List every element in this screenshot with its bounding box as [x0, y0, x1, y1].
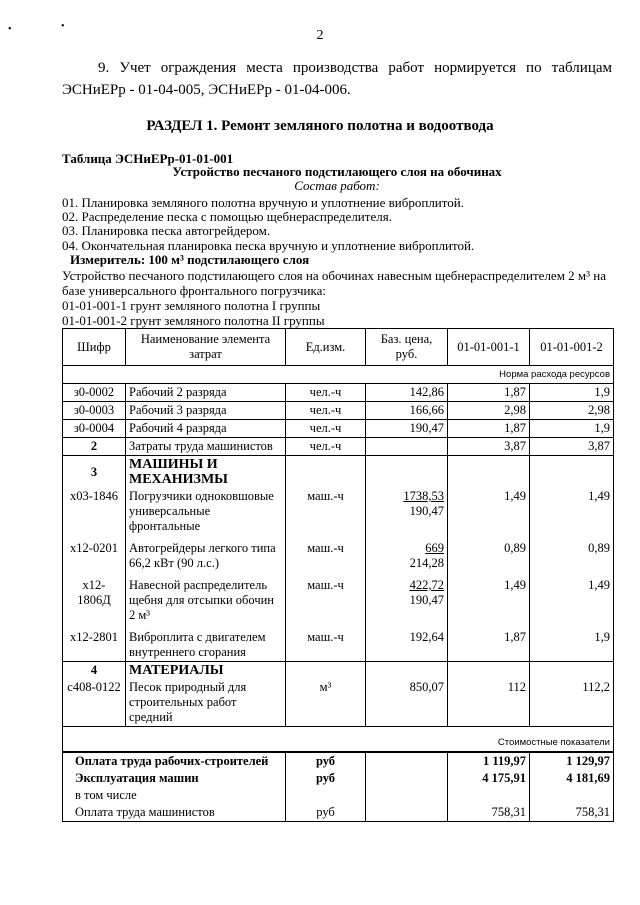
empty-cell: [366, 456, 448, 489]
cell-price: [366, 438, 448, 456]
group-name: МАТЕРИАЛЫ: [126, 662, 286, 680]
cell-code: з0-0002: [63, 384, 126, 402]
cell-v1: 112: [448, 679, 530, 727]
cost-v1: 758,31: [448, 804, 530, 822]
cell-v2: 2,98: [530, 402, 614, 420]
cell-code: х12-1806Д: [63, 572, 126, 624]
cell-unit: м³: [286, 679, 366, 727]
cell-name: Затраты труда машинистов: [126, 438, 286, 456]
table-row: [63, 384, 614, 402]
group-row: [63, 662, 614, 680]
cost-name: Эксплуатация машин: [63, 770, 286, 787]
cell-v1: 0,89: [448, 535, 530, 572]
table-header-row: [63, 329, 614, 366]
cell-name: Автогрейдеры легкого типа 66,2 кВт (90 л.с.): [126, 535, 286, 572]
empty-cell: [530, 662, 614, 680]
cost-v2: 4 181,69: [530, 770, 614, 787]
cell-name: Рабочий 3 разряда: [126, 402, 286, 420]
cell-name: Рабочий 2 разряда: [126, 384, 286, 402]
table-row: [63, 420, 614, 438]
price-operator: 214,28: [409, 556, 444, 570]
empty-cell: [448, 662, 530, 680]
code-line: 01-01-001-2 грунт земляного полотна II группы: [62, 313, 325, 328]
group-name: МАШИНЫ И МЕХАНИЗМЫ: [126, 456, 286, 489]
cell-code: з0-0003: [63, 402, 126, 420]
header-col2: 01-01-001-2: [530, 329, 614, 366]
cost-v1: 4 175,91: [448, 770, 530, 787]
price-operator: 190,47: [409, 504, 444, 518]
cost-row: [63, 787, 614, 804]
empty-cell: [366, 770, 448, 787]
table-row: [63, 624, 614, 662]
table-row: [63, 488, 614, 535]
cost-row: [63, 752, 614, 770]
norm-label-row: [63, 366, 614, 384]
cell-price: [366, 572, 448, 624]
cost-label-row: [63, 727, 614, 753]
cell-code: х12-2801: [63, 624, 126, 662]
cost-unit: [286, 787, 366, 804]
cost-unit: руб: [286, 752, 366, 770]
paragraph-9: 9. Учет ограждения места производства работ нормируется по таблицам ЭСНиЕРр - 01-04-005, ЭСНиЕРр - 01-04-006.: [62, 60, 612, 98]
cell-v2: 0,89: [530, 535, 614, 572]
table-description: Устройство песчаного подстилающего слоя на обочинах навесным щебнераспределителем 2 м³ на базе универсального фронтального погрузчика:: [62, 268, 607, 298]
cell-name: Навесной распределитель щебня для отсыпки обочин 2 м³: [126, 572, 286, 624]
cost-v2: [530, 787, 614, 804]
cell-price: [366, 535, 448, 572]
cell-price: 850,07: [366, 679, 448, 727]
cell-name: Виброплита с двигателем внутреннего сгорания: [126, 624, 286, 662]
cost-v2: 1 129,97: [530, 752, 614, 770]
scan-mark: •: [8, 24, 12, 35]
cell-name: Рабочий 4 разряда: [126, 420, 286, 438]
norm-label: Норма расхода ресурсов: [63, 366, 614, 384]
cell-unit: чел.-ч: [286, 384, 366, 402]
cell-name: Погрузчики одноковшовые универсальные фронтальные: [126, 488, 286, 535]
cell-unit: маш.-ч: [286, 572, 366, 624]
cell-price: 190,47: [366, 420, 448, 438]
empty-cell: [286, 456, 366, 489]
cell-v2: 112,2: [530, 679, 614, 727]
cell-code: х03-1846: [63, 488, 126, 535]
table-row: [63, 402, 614, 420]
group-row: [63, 456, 614, 489]
work-item: 03. Планировка песка автогрейдером.: [62, 223, 271, 238]
cost-v1: [448, 787, 530, 804]
cell-name: Песок природный для строительных работ средний: [126, 679, 286, 727]
empty-cell: [366, 787, 448, 804]
cell-v2: 1,9: [530, 384, 614, 402]
norms-table: [62, 328, 614, 822]
empty-cell: [286, 662, 366, 680]
cell-code: 2: [63, 438, 126, 456]
page-number: 2: [316, 28, 324, 43]
cell-unit: чел.-ч: [286, 438, 366, 456]
cost-name: Оплата труда машинистов: [63, 804, 286, 822]
cost-row: [63, 804, 614, 822]
cell-price: 192,64: [366, 624, 448, 662]
header-unit: Ед.изм.: [286, 329, 366, 366]
cell-v1: 1,87: [448, 624, 530, 662]
price-main: 422,72: [409, 578, 444, 592]
cell-price: [366, 488, 448, 535]
table-row: [63, 679, 614, 727]
cost-row: [63, 770, 614, 787]
section-title: РАЗДЕЛ 1. Ремонт земляного полотна и водоотвода: [146, 118, 494, 134]
cost-unit: руб: [286, 804, 366, 822]
cell-code: х12-0201: [63, 535, 126, 572]
cost-unit: руб: [286, 770, 366, 787]
empty-cell: [448, 456, 530, 489]
header-code: Шифр: [63, 329, 126, 366]
work-heading: Состав работ:: [294, 178, 380, 193]
empty-cell: [366, 752, 448, 770]
cost-v2: 758,31: [530, 804, 614, 822]
work-item: 04. Окончательная планировка песка вручную и уплотнение виброплитой.: [62, 238, 475, 253]
meter-label: Измеритель: 100 м³ подстилающего слоя: [70, 252, 310, 267]
cell-v2: 3,87: [530, 438, 614, 456]
cost-v1: 1 119,97: [448, 752, 530, 770]
group-code: 3: [63, 456, 126, 489]
cost-name: в том числе: [63, 787, 286, 804]
table-subtitle: Устройство песчаного подстилающего слоя на обочинах: [172, 164, 502, 179]
cell-v2: 1,49: [530, 572, 614, 624]
cell-unit: чел.-ч: [286, 402, 366, 420]
empty-cell: [530, 456, 614, 489]
empty-cell: [366, 662, 448, 680]
cell-unit: чел.-ч: [286, 420, 366, 438]
work-item: 01. Планировка земляного полотна вручную и уплотнение виброплитой.: [62, 195, 464, 210]
table-row: [63, 438, 614, 456]
header-name: Наименование элемента затрат: [126, 329, 286, 366]
cell-unit: маш.-ч: [286, 535, 366, 572]
cell-v1: 1,49: [448, 572, 530, 624]
cell-v1: 1,49: [448, 488, 530, 535]
cell-v1: 3,87: [448, 438, 530, 456]
group-code: 4: [63, 662, 126, 680]
work-item: 02. Распределение песка с помощью щебнераспределителя.: [62, 209, 392, 224]
header-price: Баз. цена, руб.: [366, 329, 448, 366]
empty-cell: [366, 804, 448, 822]
price-operator: 190,47: [409, 593, 444, 607]
price-main: 669: [425, 541, 444, 555]
cell-v1: 1,87: [448, 420, 530, 438]
cell-v2: 1,49: [530, 488, 614, 535]
cell-unit: маш.-ч: [286, 624, 366, 662]
cost-name: Оплата труда рабочих-строителей: [63, 752, 286, 770]
cell-code: с408-0122: [63, 679, 126, 727]
cell-v1: 2,98: [448, 402, 530, 420]
table-row: [63, 535, 614, 572]
code-line: 01-01-001-1 грунт земляного полотна I группы: [62, 298, 321, 313]
cell-unit: маш.-ч: [286, 488, 366, 535]
table-name: Таблица ЭСНиЕРр-01-01-001: [62, 151, 234, 166]
cell-v2: 1,9: [530, 624, 614, 662]
cell-price: 166,66: [366, 402, 448, 420]
cost-label: Стоимостные показатели: [63, 727, 614, 753]
header-col1: 01-01-001-1: [448, 329, 530, 366]
cell-code: з0-0004: [63, 420, 126, 438]
scan-mark: •: [61, 21, 65, 32]
cell-v2: 1,9: [530, 420, 614, 438]
price-main: 1738,53: [403, 489, 444, 503]
cell-price: 142,86: [366, 384, 448, 402]
table-row: [63, 572, 614, 624]
cell-v1: 1,87: [448, 384, 530, 402]
